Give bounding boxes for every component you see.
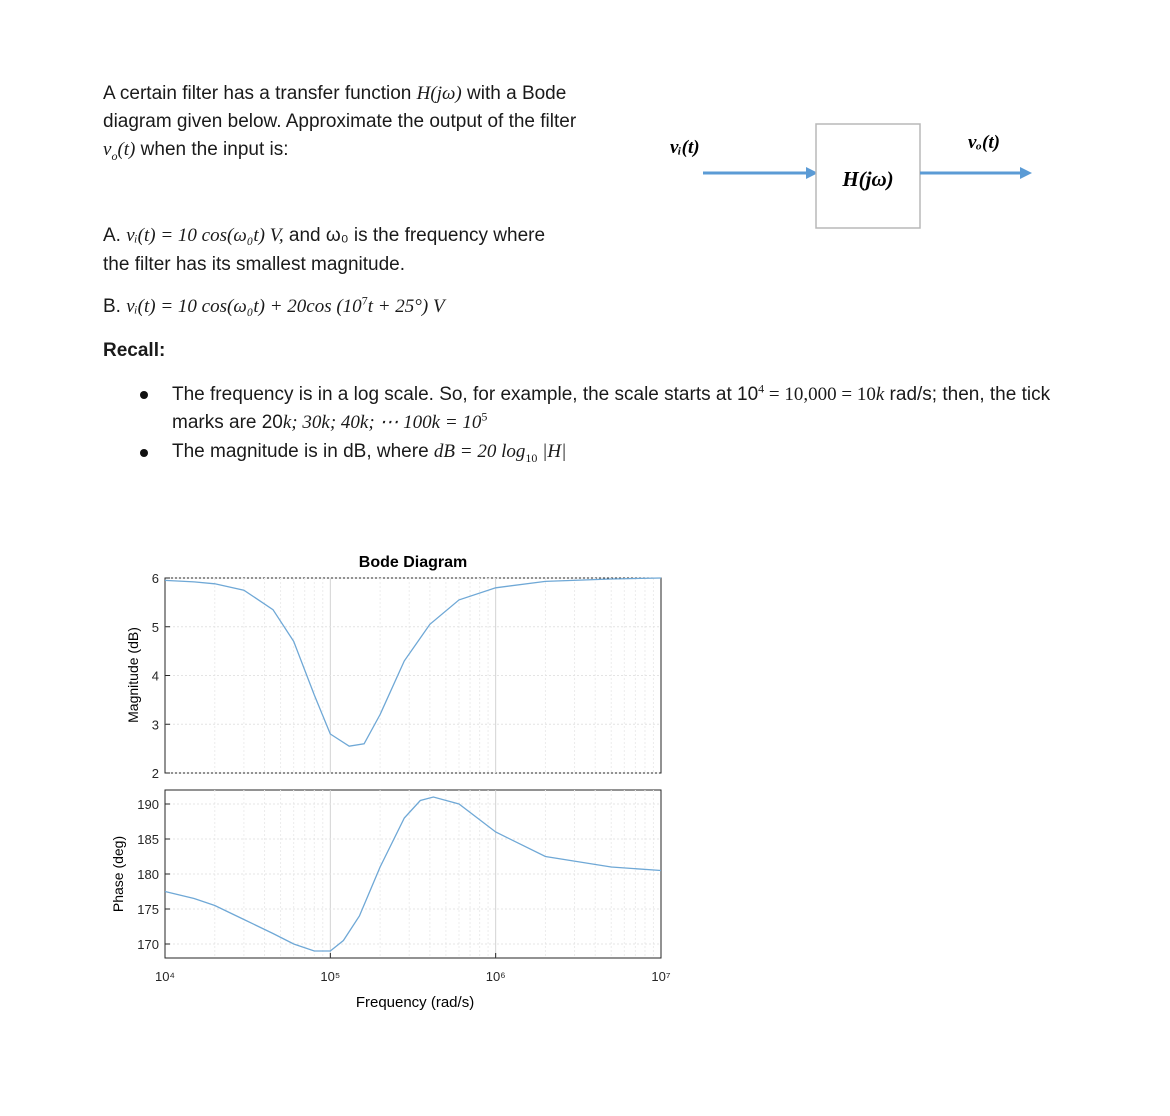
bullet-1-k: k: [875, 384, 885, 405]
bullet-1-equation: = 10,000 = 10: [764, 384, 876, 405]
recall-bullet-1: [172, 381, 1050, 409]
phase-ytick-label: 175: [137, 902, 159, 917]
magnitude-ytick-label: 5: [151, 619, 159, 635]
magnitude-panel: [125, 571, 661, 781]
frequency-xtick-label: 10⁷: [651, 969, 671, 984]
bullet-2-abs: |H|: [537, 441, 567, 462]
part-b-prefix: B.: [103, 296, 127, 317]
magnitude-ylabel: Magnitude (dB): [125, 627, 141, 723]
bullet-dot: [140, 391, 148, 399]
frequency-xtick-label: 10⁵: [320, 969, 341, 984]
bullet-1-exponent: 4: [758, 381, 765, 396]
bullet-1-text: The frequency is in a log scale. So, for example, the scale starts at 10: [172, 384, 759, 405]
output-label: vₒ(t): [968, 132, 1000, 153]
part-a-text: and ω₀ is the frequency where: [283, 225, 546, 246]
intro-text: A certain filter has a transfer function: [103, 83, 417, 104]
bullet-1-line-2-math: k; 30k; 40k; ⋯ 100k = 10: [282, 412, 482, 433]
part-a-line-1: [103, 222, 545, 250]
phase-ytick-label: 170: [137, 937, 159, 952]
part-a-prefix: A.: [103, 225, 127, 246]
part-b-expression-tail: t + 25°) V: [367, 296, 445, 317]
bode-title: Bode Diagram: [358, 554, 468, 571]
bullet-1-line-2-exponent: 5: [481, 409, 488, 424]
intro-text: when the input is:: [135, 139, 289, 160]
part-a-expression: vᵢ(t) = 10 cos(ω₀t) V,: [126, 225, 284, 246]
part-b-line: [103, 293, 445, 321]
part-b-expression: vᵢ(t) = 10 cos(ω₀t) + 20cos (10: [126, 296, 362, 317]
input-label: vᵢ(t): [670, 137, 700, 158]
recall-heading: Recall:: [103, 340, 166, 361]
transfer-function-symbol: H(jω): [416, 83, 462, 104]
intro-line-2: diagram given below. Approximate the output of the filter: [103, 111, 577, 132]
frequency-xlabel: Frequency (rad/s): [355, 994, 475, 1011]
phase-panel: [110, 790, 661, 958]
bullet-1-line-2-text: marks are 20: [172, 412, 283, 433]
part-a-line-2: the filter has its smallest magnitude.: [103, 254, 406, 275]
intro-text: with a Bode: [461, 83, 567, 104]
recall-bullet-1-line-2: [172, 409, 487, 437]
bullet-2-text: The magnitude is in dB, where: [172, 441, 434, 462]
magnitude-ytick-label: 4: [151, 668, 159, 684]
block-diagram: [660, 110, 1050, 240]
frequency-xtick-label: 10⁴: [154, 969, 176, 984]
bullet-2-subscript: 10: [525, 450, 538, 465]
bode-diagram: [95, 545, 695, 1025]
bullet-2-math: dB = 20 log: [433, 441, 526, 462]
intro-line-1: [103, 80, 566, 108]
phase-ytick-label: 185: [137, 832, 159, 847]
magnitude-ytick-label: 3: [151, 717, 159, 733]
part-b-exponent: 7: [361, 293, 368, 308]
magnitude-ytick-label: 6: [151, 571, 159, 586]
magnitude-ytick-label: 2: [151, 766, 159, 781]
phase-ytick-label: 190: [137, 797, 159, 812]
intro-line-3: [103, 136, 289, 164]
output-arg: (t): [117, 139, 136, 160]
frequency-xtick-label: 10⁶: [485, 969, 506, 984]
bullet-1-text-tail: rad/s; then, the tick: [884, 384, 1051, 405]
bullet-dot: [140, 449, 148, 457]
phase-ylabel: Phase (deg): [110, 835, 126, 913]
filter-box-label: H(jω): [842, 167, 894, 191]
output-subscript: o: [111, 148, 118, 163]
recall-bullet-2: [172, 438, 566, 466]
phase-ytick-label: 180: [137, 867, 159, 882]
output-symbol: v: [103, 139, 112, 160]
output-arrow-head: [1020, 167, 1032, 179]
